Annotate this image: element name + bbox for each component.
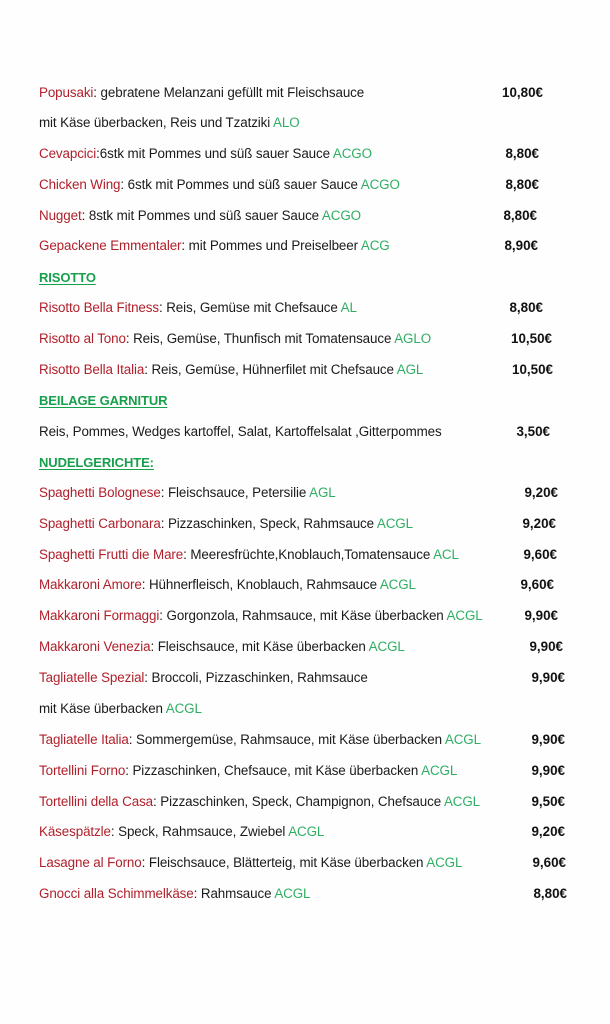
separator: : [120, 177, 128, 192]
price: 10,50€ [512, 362, 553, 377]
separator: : [125, 331, 134, 346]
menu-item-continuation [39, 113, 300, 133]
price: 9,60€ [523, 547, 557, 562]
price: 10,80€ [502, 85, 543, 100]
dish-name: Lasagne al Forno [39, 855, 142, 870]
menu-item [39, 144, 372, 164]
dish-name: Spaghetti Bolognese [39, 485, 161, 500]
separator: : [159, 608, 167, 623]
allergen-codes: AL [340, 300, 357, 315]
allergen-codes: ACG [360, 238, 390, 253]
allergen-codes: ACGL [446, 608, 483, 623]
allergen-codes: AGL [309, 485, 336, 500]
dish-description: mit Pommes und Preiselbeer [188, 238, 361, 253]
menu-item [39, 606, 483, 626]
dish-description: Pizzaschinken, Chefsauce, mit Käse überbacken [132, 763, 422, 778]
price: 8,80€ [505, 146, 539, 161]
dish-description: Sommergemüse, Rahmsauce, mit Käse überbacken [136, 732, 445, 747]
dish-description: Reis, Pommes, Wedges kartoffel, Salat, Kartoffelsalat ,Gitterpommes [39, 424, 442, 439]
separator: : [93, 85, 101, 100]
dish-description: Fleischsauce, mit Käse überbacken [157, 639, 369, 654]
allergen-codes: ACGL [368, 639, 405, 654]
separator: : [158, 300, 167, 315]
menu-item [39, 206, 361, 226]
dish-name: Spaghetti Frutti die Mare [39, 547, 184, 562]
menu-item [39, 853, 462, 873]
price: 9,90€ [531, 763, 565, 778]
dish-name: Risotto al Tono [39, 331, 126, 346]
price: 9,90€ [524, 608, 558, 623]
menu-item [39, 298, 357, 318]
menu-item [39, 792, 480, 812]
menu-item [39, 236, 390, 256]
price: 8,80€ [533, 886, 567, 901]
dish-description: Rahmsauce [200, 886, 275, 901]
dish-name: Spaghetti Carbonara [39, 516, 161, 531]
price: 9,90€ [531, 732, 565, 747]
dish-name: Tagliatelle Spezial [39, 670, 145, 685]
allergen-codes: ACGO [360, 177, 400, 192]
separator: : [193, 886, 201, 901]
allergen-codes: AGLO [394, 331, 432, 346]
allergen-codes: ACGL [165, 701, 202, 716]
price: 9,20€ [524, 485, 558, 500]
price: 9,50€ [531, 794, 565, 809]
dish-description: Hühnerfleisch, Knoblauch, Rahmsauce [148, 577, 380, 592]
dish-description: Reis, Gemüse, Thunfisch mit Tomatensauce [133, 331, 395, 346]
dish-name: Makkaroni Venezia [39, 639, 151, 654]
section-heading: RISOTTO [39, 270, 96, 285]
dish-name: Gnocci alla Schimmelkäse [39, 886, 194, 901]
dish-name: Risotto Bella Fitness [39, 300, 159, 315]
dish-description: 6stk mit Pommes und süß sauer Sauce [99, 146, 333, 161]
dish-name: Nugget [39, 208, 82, 223]
side-dishes-list [39, 422, 442, 442]
dish-name: Makkaroni Formaggi [39, 608, 160, 623]
menu-item [39, 637, 405, 657]
dish-name: Chicken Wing [39, 177, 121, 192]
dish-description: Reis, Gemüse, Hühnerfilet mit Chefsauce [151, 362, 397, 377]
separator: : [183, 547, 191, 562]
dish-description: 8stk mit Pommes und süß sauer Sauce [88, 208, 322, 223]
allergen-codes: ACGL [288, 824, 325, 839]
price: 9,60€ [532, 855, 566, 870]
price: 9,90€ [531, 670, 565, 685]
dish-description: Fleischsauce, Blätterteig, mit Käse überbacken [148, 855, 427, 870]
dish-description: Gorgonzola, Rahmsauce, mit Käse überbacken [166, 608, 447, 623]
separator: : [160, 485, 168, 500]
separator: : [141, 577, 149, 592]
menu-item [39, 730, 481, 750]
price: 9,90€ [529, 639, 563, 654]
separator: : [81, 208, 89, 223]
separator: : [153, 794, 161, 809]
section-heading: BEILAGE GARNITUR [39, 393, 168, 408]
menu-item-continuation [39, 699, 202, 719]
dish-description: 6stk mit Pommes und süß sauer Sauce [127, 177, 361, 192]
price: 9,20€ [531, 824, 565, 839]
dish-name: Cevapcici [39, 146, 97, 161]
menu-item [39, 575, 416, 595]
menu-item [39, 483, 336, 503]
separator: : [96, 146, 100, 161]
menu-item [39, 884, 310, 904]
allergen-codes: ACGL [426, 855, 463, 870]
allergen-codes: ACL [433, 547, 459, 562]
menu-item [39, 668, 368, 688]
allergen-codes: ACGL [274, 886, 311, 901]
dish-description: Pizzaschinken, Speck, Rahmsauce [167, 516, 377, 531]
price: 8,80€ [509, 300, 543, 315]
dish-description: Fleischsauce, Petersilie [167, 485, 310, 500]
separator: : [144, 362, 152, 377]
allergen-codes: ALO [273, 115, 300, 130]
menu-item [39, 514, 413, 534]
dish-description: Pizzaschinken, Speck, Champignon, Chefsauce [160, 794, 444, 809]
dish-description: Reis, Gemüse mit Chefsauce [166, 300, 341, 315]
menu-item [39, 360, 423, 380]
menu-item [39, 83, 364, 103]
dish-name: Risotto Bella Italia [39, 362, 145, 377]
dish-name: Gepackene Emmentaler [39, 238, 182, 253]
allergen-codes: AGL [396, 362, 424, 377]
menu-item [39, 545, 459, 565]
separator: : [128, 732, 137, 747]
menu-item [39, 329, 431, 349]
price: 8,80€ [505, 177, 539, 192]
dish-name: Tagliatelle Italia [39, 732, 129, 747]
separator: : [160, 516, 168, 531]
menu-item [39, 175, 400, 195]
separator: : [125, 763, 133, 778]
dish-description: Speck, Rahmsauce, Zwiebel [118, 824, 289, 839]
separator: : [181, 238, 189, 253]
separator: : [150, 639, 158, 654]
price: 10,50€ [511, 331, 552, 346]
dish-description: Meeresfrüchte,Knoblauch,Tomatensauce [190, 547, 434, 562]
price: 9,20€ [522, 516, 556, 531]
allergen-codes: ACGL [443, 794, 481, 809]
price: 8,80€ [503, 208, 537, 223]
dish-name: Tortellini della Casa [39, 794, 154, 809]
allergen-codes: ACGL [444, 732, 481, 747]
dish-name: Tortellini Forno [39, 763, 126, 778]
separator: : [141, 855, 149, 870]
allergen-codes: ACGO [321, 208, 361, 223]
dish-name: Käsespätzle [39, 824, 111, 839]
allergen-codes: ACGL [421, 763, 458, 778]
dish-description: gebratene Melanzani gefüllt mit Fleischsauce [100, 85, 365, 100]
allergen-codes: ACGO [332, 146, 372, 161]
dish-name: Makkaroni Amore [39, 577, 142, 592]
separator: : [144, 670, 152, 685]
menu-item [39, 761, 457, 781]
dish-description: mit Käse überbacken, Reis und Tzatziki [39, 115, 274, 130]
separator: : [110, 824, 119, 839]
section-heading: NUDELGERICHTE: [39, 455, 154, 470]
price: 9,60€ [520, 577, 554, 592]
menu-item [39, 822, 324, 842]
price: 8,90€ [504, 238, 538, 253]
allergen-codes: ACGL [379, 577, 416, 592]
price: 3,50€ [516, 424, 550, 439]
allergen-codes: ACGL [376, 516, 413, 531]
dish-description: mit Käse überbacken [39, 701, 166, 716]
dish-name: Popusaki [39, 85, 94, 100]
dish-description: Broccoli, Pizzaschinken, Rahmsauce [151, 670, 368, 685]
